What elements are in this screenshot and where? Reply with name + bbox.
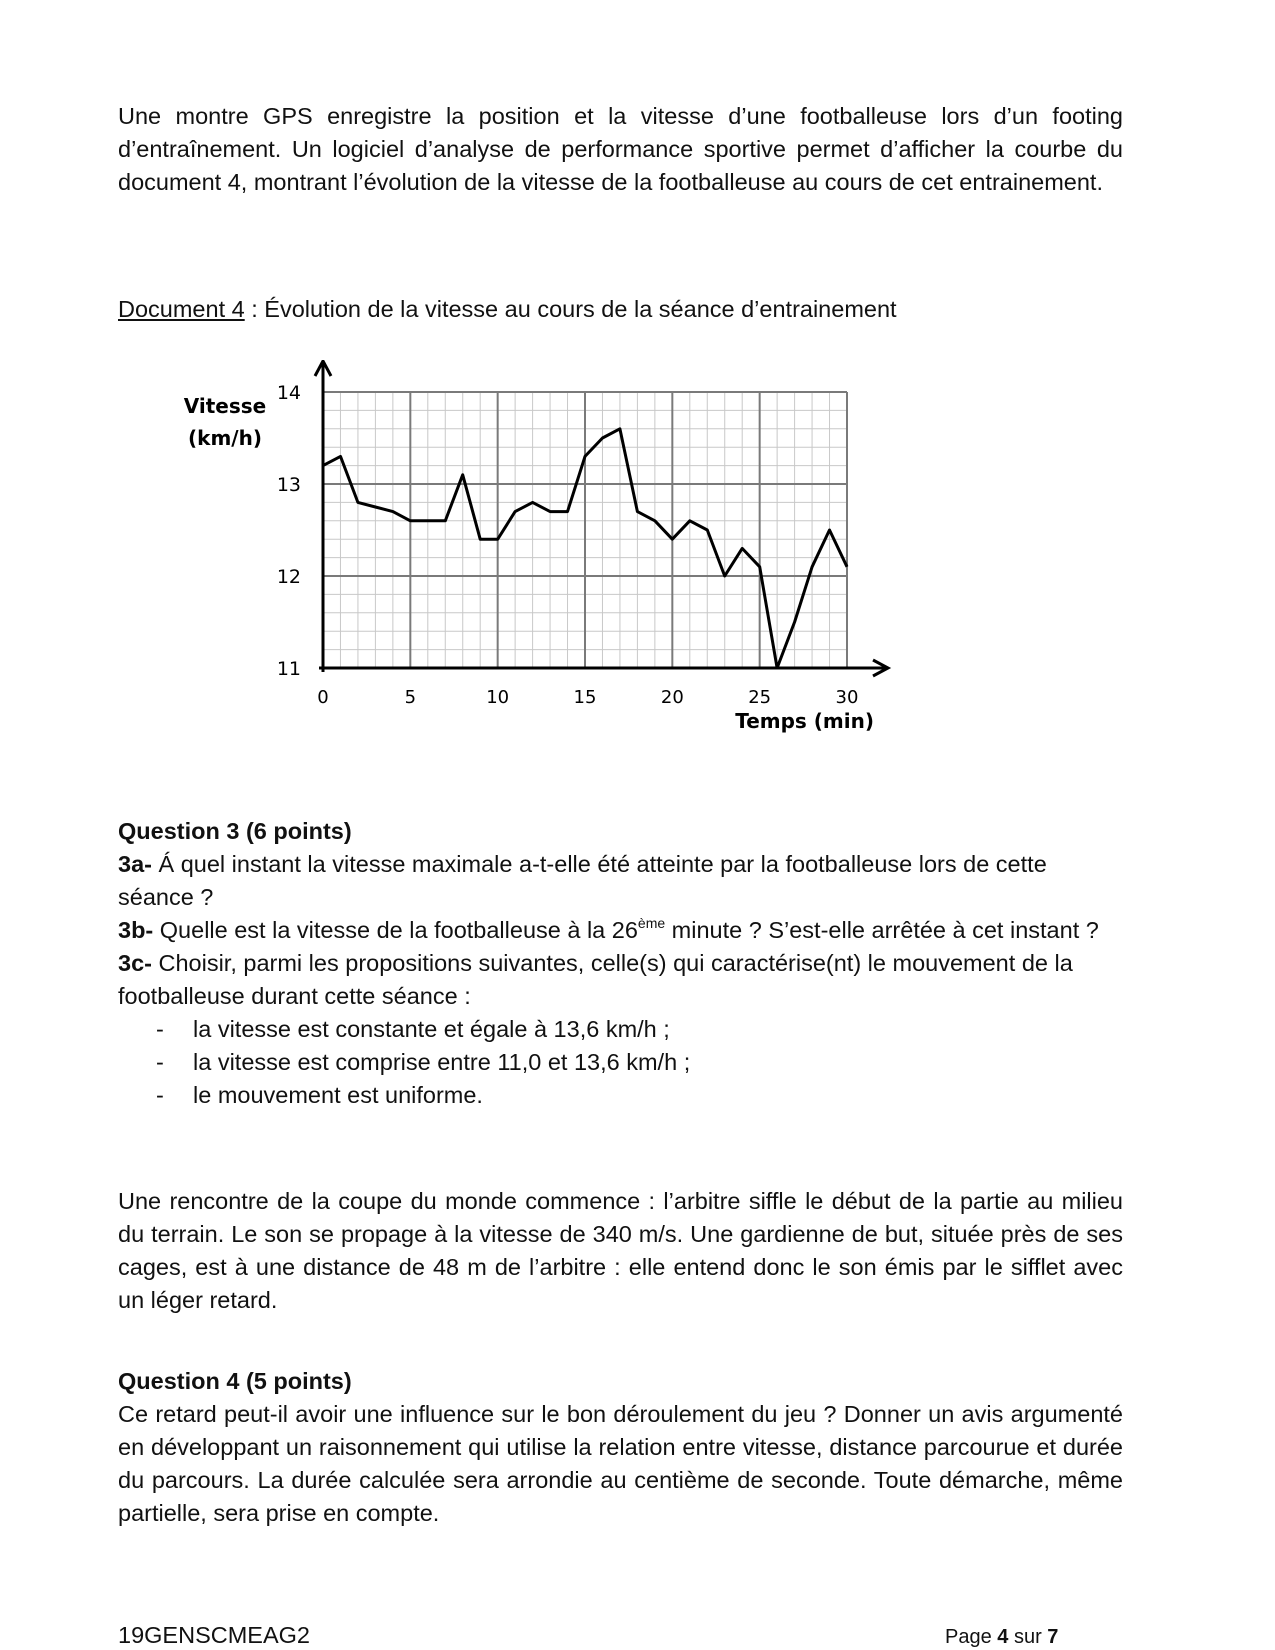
x-tick-label: 10 [486,687,510,708]
document-caption-text: : Évolution de la vitesse au cours de la séance d’entrainement [244,296,897,322]
x-tick-label: 0 [317,687,329,708]
y-tick-label: 11 [276,658,301,680]
intro-paragraph: Une montre GPS enregistre la position et la vitesse d’une footballeuse lors d’un footing d’entraînement. Un logiciel d’analyse de performance sportive permet d’afficher la courbe du document 4, montrant l’évolution de la vitesse de la footballeuse au cours de cet entrainement. [118,103,1123,195]
context-paragraph: Une rencontre de la coupe du monde commence : l’arbitre siffle le début de la partie au milieu du terrain. Le son se propage à la vitesse de 340 m/s. Une gardienne de but, située près de ses cages, est à une distance de 48 m de l’arbitre : elle entend donc le son émis par le sifflet avec un léger retard. [118,1188,1123,1313]
option-item: - la vitesse est comprise entre 11,0 et 13,6 km/h ; [156,1049,691,1075]
y-axis-label-line1: Vitesse [183,394,267,418]
x-tick-label: 25 [748,687,772,708]
chart-axes [315,361,888,676]
option-item: - le mouvement est uniforme. [156,1082,483,1108]
question-3-block [118,815,1123,1112]
question-3b: 3b- Quelle est la vitesse de la footballeuse à la 26ème minute ? S’est-elle arrêtée à cet instant ? [118,915,1099,943]
y-axis-label-line2: (km/h) [188,426,262,450]
speed-chart [180,360,920,750]
document-label: Document 4 [118,296,245,322]
x-tick-label: 20 [660,687,684,708]
chart-major-grid [323,392,847,668]
x-axis-label: Temps (min) [735,709,874,733]
y-tick-label: 14 [276,382,301,404]
question-3-title: Question 3 (6 points) [118,818,352,844]
question-3a: 3a- Á quel instant la vitesse maximale a-t-elle été atteinte par la footballeuse lors de cette séance ? [118,851,1047,910]
x-tick-label: 15 [573,687,597,708]
question-4-title: Question 4 (5 points) [118,1368,352,1394]
y-tick-label: 13 [276,474,301,496]
y-tick-label: 12 [276,566,301,588]
option-item: - la vitesse est constante et égale à 13,6 km/h ; [156,1016,670,1042]
footer-code: 19GENSCMEAG2 [118,1622,310,1648]
question-3c-options [118,1013,1123,1112]
question-3c: 3c- Choisir, parmi les propositions suivantes, celle(s) qui caractérise(nt) le mouvement de la footballeuse durant cette séance : [118,950,1073,1009]
document-caption [118,293,897,326]
question-4-text: Ce retard peut-il avoir une influence sur le bon déroulement du jeu ? Donner un avis argumenté en développant un raisonnement qui utilise la relation entre vitesse, distance parcourue et durée du parcours. La durée calculée sera arrondie au centième de seconde. Toute démarche, même partielle, sera prise en compte. [118,1401,1123,1526]
x-tick-label: 30 [835,687,859,708]
x-tick-label: 5 [404,687,417,708]
footer-page-number: Page 4 sur 7 [945,1626,1059,1648]
